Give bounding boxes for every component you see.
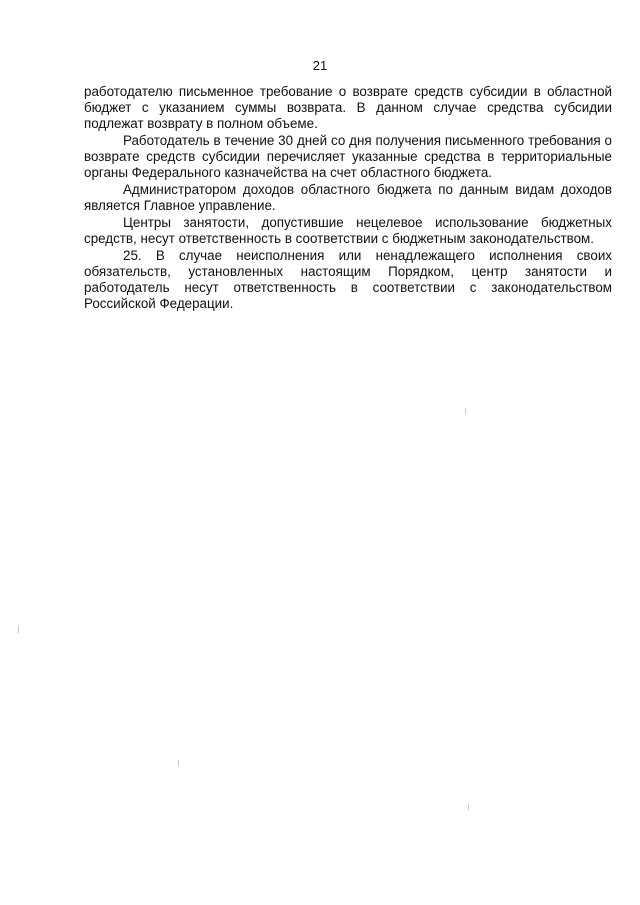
paragraph-revenue-administrator: Администратором доходов областного бюджета по данным видам доходов является Главное управление. (84, 182, 612, 213)
scan-speck (465, 408, 466, 414)
scan-speck (18, 626, 19, 633)
paragraph-item-25-liability: 25. В случае неисполнения или ненадлежащего исполнения своих обязательств, установленных настоящим Порядком, центр занятости и работодатель несут ответственность в соответствии с законодательством Российской Федерации. (84, 248, 612, 311)
paragraph-subsidy-return-requirement: работодателю письменное требование о возврате средств субсидии в областной бюджет с указанием суммы возврата. В данном случае средства субсидии подлежат возврату в полном объеме. (84, 84, 612, 131)
paragraph-employer-transfer-deadline: Работодатель в течение 30 дней со дня получения письменного требования о возврате средств субсидии перечисляет указанные средства в территориальные органы Федерального казначейства на счет областного бюджета. (84, 133, 612, 180)
paragraph-employment-centers-liability: Центры занятости, допустившие нецелевое использование бюджетных средств, несут ответственность в соответствии с бюджетным законодательством. (84, 215, 612, 246)
scan-speck (178, 760, 179, 766)
page-number: 21 (312, 58, 328, 73)
document-body (84, 84, 612, 313)
scan-speck (468, 804, 469, 810)
